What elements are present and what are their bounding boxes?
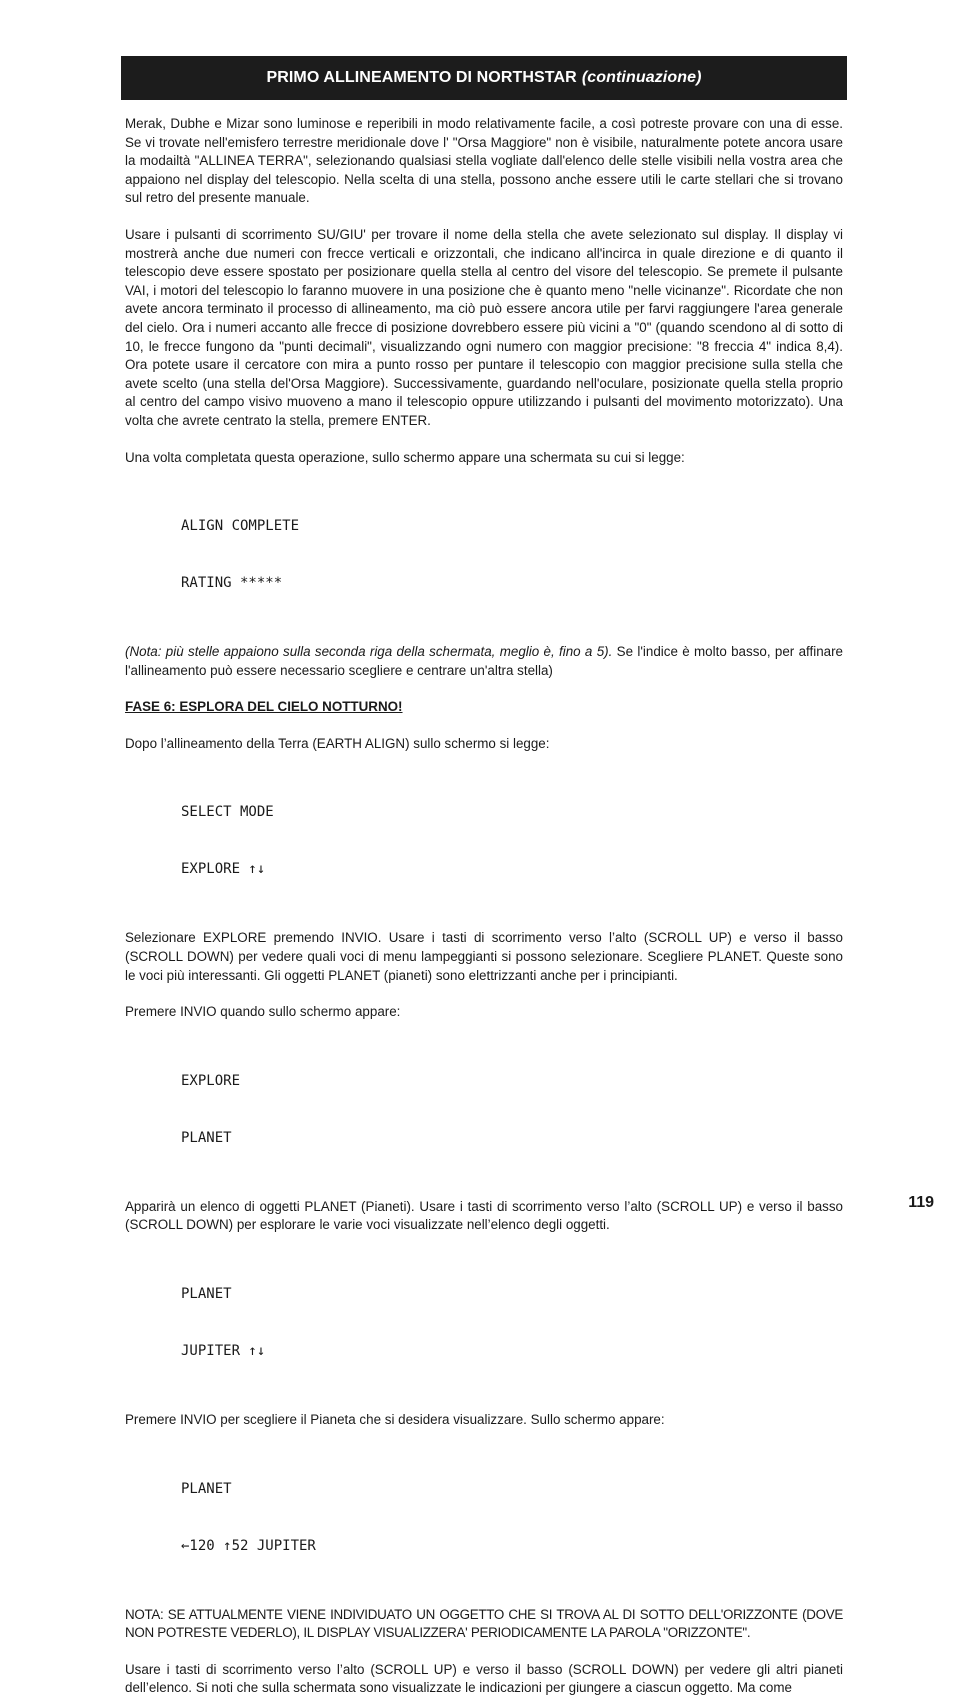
display-explore-planet — [181, 1034, 843, 1186]
paragraph-other-planets: Usare i tasti di scorrimento verso l’alto (SCROLL UP) e verso il basso (SCROLL DOWN) per vedere gli altri pianeti dell’elenco. Si noti che sulla schermata sono visualizzate le indicazioni per giungere a ciascun oggetto. Ma come — [125, 1661, 843, 1696]
paragraph-earth-align: Dopo l’allineamento della Terra (EARTH ALIGN) sullo schermo si legge: — [125, 735, 550, 751]
display-line: RATING ***** — [181, 575, 283, 592]
display-planet-direction — [181, 1442, 843, 1594]
note-italic: (Nota: più stelle appaiono sulla seconda riga della schermata, meglio è, fino a 5). — [125, 644, 613, 660]
display-line: PLANET — [181, 1129, 232, 1146]
paragraph-choose-planet: Premere INVIO per scegliere il Pianeta che si desidera visualizzare. Sullo schermo appare: — [125, 1412, 665, 1428]
display-select-mode — [181, 765, 843, 917]
banner-title: PRIMO ALLINEAMENTO DI NORTHSTAR — [266, 69, 577, 86]
banner-subtitle: (continuazione) — [581, 69, 702, 86]
paragraph-horizon-note: NOTA: SE ATTUALMENTE VIENE INDIVIDUATO UN OGGETTO CHE SI TROVA AL DI SOTTO DELL'ORIZZONTE (DOVE NON POTRESTE VEDERLO), IL DISPLAY VISUALIZZERA' PERIODICAMENTE LA PAROLA "ORIZZONTE". — [125, 1606, 843, 1641]
display-line: SELECT MODE — [181, 804, 274, 821]
paragraph-align-complete: Una volta completata questa operazione, sullo schermo appare una schermata su cui si legge: — [125, 449, 685, 465]
display-planet-jupiter — [181, 1247, 843, 1399]
display-line: PLANET — [181, 1286, 232, 1303]
display-line: ALIGN COMPLETE — [181, 518, 300, 535]
paragraph-rating-note — [125, 643, 843, 680]
page-body — [125, 115, 843, 1698]
paragraph-press-invio: Premere INVIO quando sullo schermo appare: — [125, 1004, 401, 1020]
note-rest: Se l'indice è molto basso, per affinare l'allineamento può essere necessario scegliere e centrare un'altra stella) — [125, 644, 843, 678]
paragraph-stars: Merak, Dubhe e Mizar sono luminose e reperibili in modo relativamente facile, a così potreste provare con una di esse. Se vi trovate nell'emisfero terrestre meridionale dove l' "Orsa Maggiore" non è visibile, naturalmente potete ancora usare la modailtà "ALLINEA TERRA", selezionando qualsiasi stella vogliate dall'elenco delle stelle visibili nella vostra area che appaiono nel display del telescopio. Nella scelta di una stella, possono anche essere utili le carte stellari che si trovano sul retro del presente manuale. — [125, 116, 843, 206]
display-align-complete — [181, 479, 843, 631]
display-line: EXPLORE — [181, 1072, 241, 1089]
paragraph-planet-list: Apparirà un elenco di oggetti PLANET (Pianeti). Usare i tasti di scorrimento verso l’alto (SCROLL UP) e verso il basso (SCROLL DOWN) per esplorare le varie voci visualizzate nell’elenco degli oggetti. — [125, 1198, 843, 1233]
display-line: JUPITER ↑↓ — [181, 1343, 266, 1360]
section-heading: FASE 6: ESPLORA DEL CIELO NOTTURNO! — [125, 699, 403, 715]
display-line: PLANET — [181, 1480, 232, 1497]
page-number: 119 — [908, 1194, 934, 1211]
display-line: ←120 ↑52 JUPITER — [181, 1537, 316, 1554]
display-line: EXPLORE ↑↓ — [181, 861, 266, 878]
section-banner — [121, 56, 847, 100]
paragraph-scroll-buttons: Usare i pulsanti di scorrimento SU/GIU' per trovare il nome della stella che avete selezionato sul display. Il display vi mostrerà anche due numeri con frecce verticali e orizzontali, che indicano all'incirca in quale direzione e di quanto il telescopio deve essere spostato per posizionare quella stella al centro del visore del telescopio. Se premete il pulsante VAI, i motori del telescopio lo faranno muovere in una posizione che è quanto meno "nelle vicinanze". Ricordate che non avete ancora terminato il processo di allineamento, ma ciò può essere ancora utile per farvi raggiungere l'area generale del cielo. Ora i numeri accanto alle frecce di posizione dovrebbero essere più vicini a "0" (quando scendono al di sotto di 10, le frecce fungono da "punti decimali", visualizzando ogni numero con maggior precisione: "8 freccia 4" indica 8,4). Ora potete usare il cercatore con mira a punto rosso per puntare il telescopio con maggior precisione sulla stella che avete scelto (una stella del'Orsa Maggiore). Successivamente, guardando nell'oculare, posizionate quella stella proprio al centro del campo visivo muoveno a mano il telescopio oppure utilizzando i pulsanti del movimento motorizzato). Una volta che avrete centrato la stella, premere ENTER. — [125, 226, 843, 428]
paragraph-explore: Selezionare EXPLORE premendo INVIO. Usare i tasti di scorrimento verso l’alto (SCROLL UP) e verso il basso (SCROLL DOWN) per vedere quali voci di menu lampeggianti si possono selezionare. Scegliere PLANET. Queste sono le voci più interessanti. Gli oggetti PLANET (pianeti) sono elettrizzanti anche per i principianti. — [125, 930, 843, 983]
